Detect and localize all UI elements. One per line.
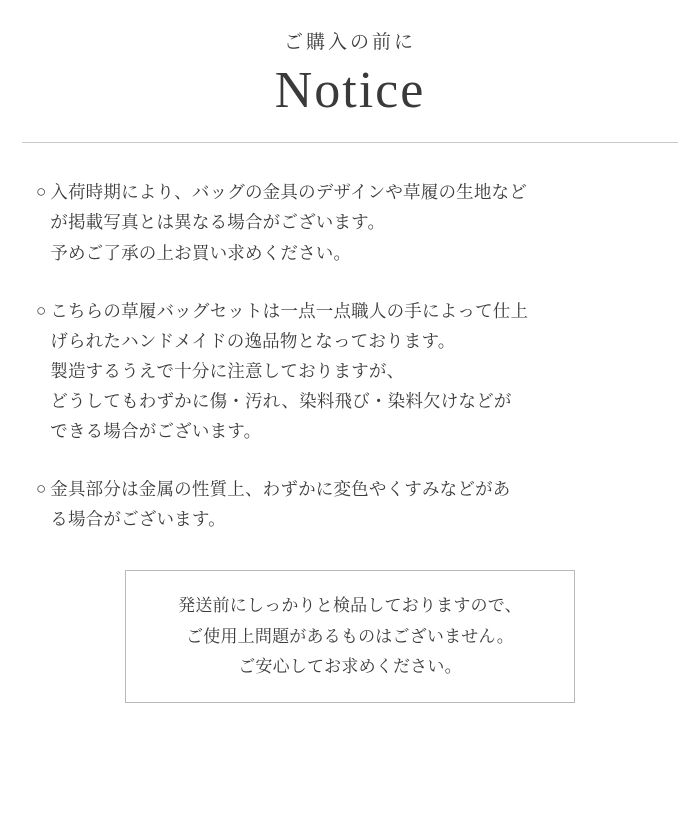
circle-bullet-icon: ○ (36, 182, 47, 202)
note-text (50, 296, 528, 446)
note-line: る場合がございます。 (50, 509, 226, 530)
note-text (50, 474, 510, 534)
notice-box-line: 発送前にしっかりと検品しておりますので、 (178, 596, 522, 616)
note-line: 入荷時期により、バッグの金具のデザインや草履の生地など (50, 182, 527, 203)
note-line: 金具部分は金属の性質上、わずかに変色やくすみなどがあ (50, 479, 511, 500)
notice-box (125, 570, 575, 703)
header-subtitle: ご購入の前に (283, 32, 416, 53)
page-header (0, 0, 700, 120)
note-line: こちらの草履バッグセットは一点一点職人の手によって仕上 (50, 300, 529, 321)
circle-bullet-icon: ○ (36, 479, 47, 499)
note-line: どうしてもわずかに傷・汚れ、染料飛び・染料欠けなどが (50, 390, 512, 411)
notice-box-line: ご安心してお求めください。 (238, 656, 462, 676)
note-line: が掲載写真とは異なる場合がございます。 (50, 212, 386, 233)
notice-box-wrapper (36, 570, 664, 703)
notes-list (0, 143, 700, 703)
note-line: げられたハンドメイドの逸品物となっております。 (50, 330, 456, 351)
circle-bullet-icon: ○ (36, 300, 47, 320)
note-item (36, 296, 664, 446)
note-text (50, 177, 527, 267)
note-line: できる場合がございます。 (50, 421, 262, 442)
note-item (36, 474, 664, 534)
note-line: 製造するうえで十分に注意しておりますが、 (50, 360, 405, 381)
notice-box-line: ご使用上問題があるものはございません。 (186, 626, 514, 646)
note-item (36, 177, 664, 267)
note-line: 予めご了承の上お買い求めください。 (50, 242, 352, 263)
page-title: Notice (274, 61, 426, 119)
